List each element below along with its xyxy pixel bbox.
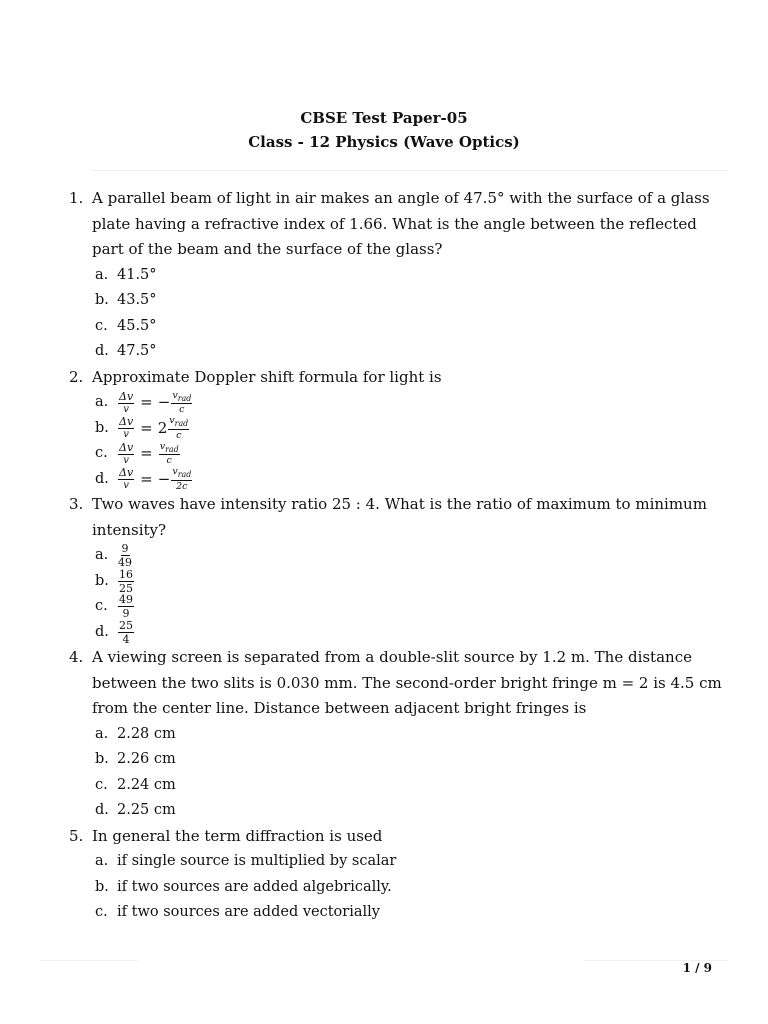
lhs-fraction — [118, 467, 134, 491]
paper-subtitle: Class - 12 Physics (Wave Optics) — [248, 133, 520, 151]
option-label: b. — [95, 878, 109, 895]
lhs-denominator: v — [123, 480, 129, 492]
equals-sign: = — [140, 393, 153, 411]
rhs-fraction — [159, 442, 180, 466]
option-4c — [0, 773, 768, 799]
option-text: if two sources are added algebrically. — [117, 878, 392, 895]
question-4 — [0, 645, 768, 722]
option-label: c. — [95, 904, 108, 920]
option-text: 2.24 cm — [117, 776, 176, 793]
option-2d — [0, 467, 768, 493]
option-label: d. — [95, 470, 109, 487]
fraction-numerator: 16 — [119, 567, 133, 581]
rhs-subscript: rad — [165, 444, 179, 454]
header-divider — [92, 170, 728, 171]
rhs-numerator — [159, 442, 180, 456]
option-4d — [0, 798, 768, 824]
fraction-denominator: 25 — [119, 581, 133, 595]
rhs-var: v — [159, 440, 166, 452]
equals-sign: = — [140, 418, 153, 437]
option-1b — [0, 288, 768, 314]
question-text: In general the term diffraction is used — [92, 826, 383, 845]
coefficient: 2 — [157, 418, 168, 437]
rhs-numerator — [168, 416, 189, 430]
lhs-denominator: v — [123, 403, 129, 415]
rhs-denominator: 2c — [176, 480, 188, 492]
question-text: Approximate Doppler shift formula for light is — [92, 367, 442, 386]
option-3b — [0, 569, 768, 595]
rhs-denominator: c — [179, 404, 185, 416]
option-label: a. — [95, 394, 109, 410]
paper-title: CBSE Test Paper-05 — [300, 109, 468, 127]
option-1c — [0, 314, 768, 340]
lhs-denominator: v — [123, 429, 129, 441]
rhs-denominator: c — [176, 429, 182, 441]
rhs-subscript: rad — [177, 469, 192, 479]
rhs-var: v — [169, 415, 175, 427]
option-label: b. — [95, 572, 109, 589]
option-text: 2.25 cm — [117, 802, 176, 818]
question-number: 3. — [69, 495, 84, 513]
formula — [117, 441, 181, 467]
fraction-numerator: 25 — [119, 618, 133, 632]
option-label: a. — [95, 725, 109, 742]
lhs-numerator: Δv — [119, 415, 134, 429]
question-5 — [0, 824, 768, 850]
lhs-fraction — [118, 416, 134, 440]
fraction-denominator: 49 — [118, 556, 132, 570]
formula — [117, 594, 135, 620]
ratio-fraction — [118, 594, 134, 619]
option-label: c. — [95, 598, 108, 614]
equals-sign: = — [140, 469, 153, 488]
option-3d — [0, 620, 768, 646]
lhs-numerator: Δv — [119, 466, 134, 480]
fraction-denominator: 4 — [122, 632, 130, 646]
question-text: A viewing screen is separated from a double-slit source by 1.2 m. The distance between the two slits is 0.030 mm. The second-order bright fringe m = 2 is 4.5 cm from the center line. Distance between adjacent bright fringes is — [92, 648, 722, 717]
coefficient: − — [157, 393, 171, 411]
option-text: 47.5° — [117, 343, 157, 359]
formula — [117, 467, 193, 493]
lhs-fraction — [118, 391, 134, 415]
fraction-denominator: 9 — [122, 607, 130, 621]
lhs-fraction — [118, 442, 134, 466]
rhs-numerator — [171, 467, 192, 481]
fraction-numerator: 9 — [121, 542, 129, 556]
option-text: 2.28 cm — [117, 725, 176, 742]
question-number: 2. — [69, 367, 84, 386]
option-label: b. — [95, 419, 109, 436]
question-number: 5. — [69, 826, 84, 845]
option-1d — [0, 339, 768, 365]
question-text: A parallel beam of light in air makes an angle of 47.5° with the surface of a glass plate having a refractive index of 1.66. What is the angle between the reflected part of the beam and the surface of the glass? — [92, 189, 710, 258]
option-label: c. — [95, 317, 108, 334]
option-label: b. — [95, 292, 109, 308]
rhs-subscript: rad — [174, 418, 189, 428]
formula — [117, 543, 133, 569]
option-2b — [0, 416, 768, 442]
lhs-numerator: Δv — [119, 389, 134, 403]
rhs-fraction — [168, 416, 189, 440]
option-label: a. — [95, 266, 109, 283]
ratio-fraction — [118, 569, 134, 594]
question-number: 4. — [69, 648, 84, 666]
option-3c — [0, 594, 768, 620]
question-2 — [0, 365, 768, 391]
option-text: 2.26 cm — [117, 751, 176, 767]
rhs-fraction — [171, 467, 192, 491]
formula — [117, 390, 193, 416]
option-label: b. — [95, 751, 109, 767]
fraction-numerator: 49 — [119, 593, 133, 607]
option-text: if two sources are added vectorially — [117, 904, 380, 920]
page-number: 1 / 9 — [682, 961, 712, 975]
page-header — [0, 106, 768, 154]
option-5a — [0, 849, 768, 875]
rhs-fraction — [171, 391, 192, 415]
ratio-fraction — [118, 543, 132, 568]
option-label: c. — [95, 776, 108, 793]
question-text: Two waves have intensity ratio 25 : 4. What is the ratio of maximum to minimum intensity? — [92, 495, 707, 539]
option-4a — [0, 722, 768, 748]
option-text: 45.5° — [117, 317, 157, 334]
option-label: a. — [95, 547, 109, 563]
question-number: 1. — [69, 189, 84, 207]
coefficient: − — [157, 469, 171, 488]
option-2c — [0, 441, 768, 467]
option-4b — [0, 747, 768, 773]
option-3a — [0, 543, 768, 569]
option-5b — [0, 875, 768, 901]
question-1 — [0, 186, 768, 263]
option-5c — [0, 900, 768, 926]
option-label: d. — [95, 623, 109, 640]
option-text: if single source is multiplied by scalar — [117, 853, 397, 869]
option-label: a. — [95, 853, 109, 869]
question-3 — [0, 492, 768, 543]
lhs-numerator: Δv — [119, 440, 134, 454]
formula — [117, 569, 135, 595]
rhs-var: v — [172, 389, 178, 401]
ratio-fraction — [118, 620, 134, 645]
option-label: d. — [95, 802, 109, 818]
option-text: 43.5° — [117, 292, 157, 308]
equals-sign: = — [140, 444, 153, 462]
rhs-numerator — [171, 391, 192, 405]
option-label: d. — [95, 343, 109, 359]
lhs-denominator: v — [123, 454, 129, 466]
footer-divider-left — [40, 960, 138, 961]
option-text: 41.5° — [117, 266, 157, 283]
rhs-subscript: rad — [177, 393, 192, 403]
option-2a — [0, 390, 768, 416]
question-list — [0, 186, 768, 926]
option-label: c. — [95, 445, 108, 461]
rhs-denominator: c — [166, 455, 172, 467]
rhs-var: v — [172, 466, 178, 478]
option-1a — [0, 263, 768, 289]
formula — [117, 416, 190, 442]
formula — [117, 620, 135, 646]
